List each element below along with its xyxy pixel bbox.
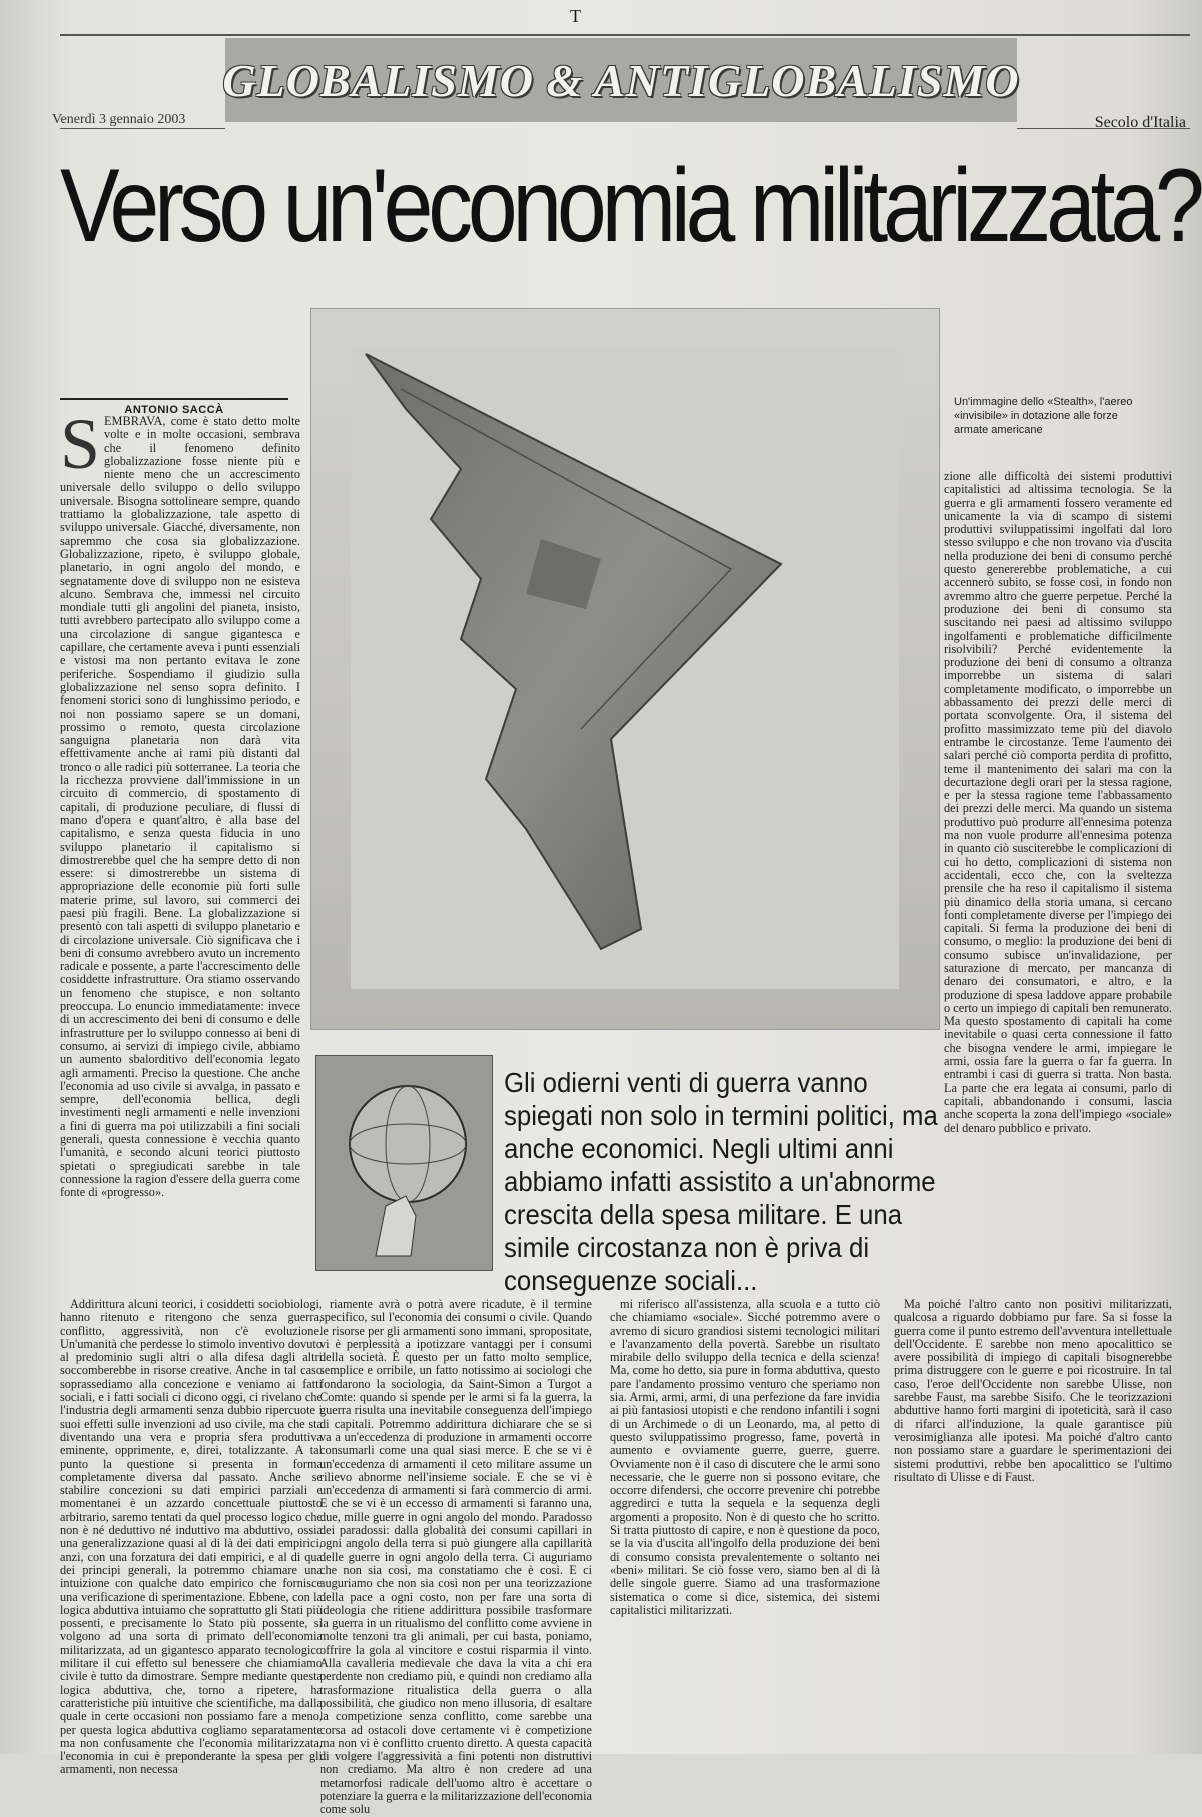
article-column-2 — [944, 470, 1172, 1292]
stealth-bomber-illustration — [311, 309, 939, 1029]
top-rule — [60, 34, 1190, 36]
column-text: mi riferisco all'assistenza, alla scuola e a tutto ciò che chiamiamo «sociale». Sicché potremmo avere o avremo di sicuro grandiosi sistemi tecnologici militari e l'avanzamento della povertà. Sarebbe un risultato mirabile dello sviluppo della tecnica e della scienza! Ma, come ho detto, sia pure in forma abduttiva, questo pare l'andamento prossimo venturo che speriamo non sia. Armi, armi, armi, di una perfezione da fare invidia ai più fantasiosi utopisti e che rendono infantili i sogni di un Archimede o di un Leonardo, ma, al petto di questo sviluppatissimo progresso, fame, povertà in aumento e ovviamente guerre, guerre, guerre. Ovviamente non è il caso di discutere che le armi sono necessarie, che le guerre non si possono evitare, che occorre difendersi, che occorre prevenire chi potrebbe aggredirci e tutta la sequela e la sequenza degli argomenti a proposito. Non è di questo che ho scritto. Si tratta piuttosto di capire, e non è questione da poco, se la via d'uscita all'ingolfo della produzione dei beni di consumo consista prevalentemente o soltanto nei «beni» militari. Se ciò fosse vero, siamo ben al di là delle singole guerre. Siamo ad una trasformazione sistematica o come si dice, sistemica, dei sistemi capitalistici militarizzati. — [610, 1297, 880, 1617]
stealth-bomber-photo — [310, 308, 940, 1030]
article-column-5 — [610, 1298, 880, 1736]
headline: Verso un'economia militarizzata? — [60, 148, 1200, 264]
globe-shape — [350, 1086, 466, 1202]
globe-hand-illustration — [316, 1056, 492, 1270]
pull-quote: Gli odierni venti di guerra vanno spiegati non solo in termini politici, ma anche economici. Negli ultimi anni abbiamo infatti assistito a un'abnorme crescita della spesa militare. E una simile circostanza non è priva di conseguenze sociali... — [504, 1067, 938, 1296]
globe-illustration — [315, 1055, 493, 1271]
article-column-3 — [60, 1297, 322, 1777]
article-column-4 — [320, 1297, 592, 1817]
top-mark: T — [570, 6, 581, 26]
newspaper-name: Secolo d'Italia — [1094, 114, 1186, 131]
column-text: riamente avrà o potrà avere ricadute, è il termine specifico, sul l'economia dei consumi o civile. Quando le risorse per gli armamenti sono immani, spropositate, vi è perplessità a ipotizzare vantaggi per i consumi della società. È questo per un fatto molto semplice, semplice e orribile, un fatto notissimo ai sociologi che fondarono la sociologia, da Saint-Simon a Turgot a Comte: quando si spende per le armi si fa la guerra, la guerra risulta una inevitabile conseguenza dell'impiego di capitali. Potremmo addirittura dichiarare che se si va a un'eccedenza di produzione in armamenti occorre consumarli come una qual siasi merce. E che se vi è un'eccedenza di armamenti il ceto militare assume un rilievo abnorme nell'insieme sociale. E che se vi è un'eccedenza di armamenti si farà commercio di armi. E che se vi è un eccesso di armamenti si faranno una, due, mille guerre in ogni angolo del mondo. Paradosso dei paradossi: dalla globalità dei consumi capillari in ogni angolo della terra si può giungere alla capillarità delle guerre in ogni angolo della terra. Ci auguriamo che non sia così, ma constatiamo che è così. E ci auguriamo che non sia così non per una teorizzazione della pace a ogni costo, non per fare una sorta di ideologia che ritiene addirittura possibile trasformare la guerra in un ritualismo del conflitto come avviene in molte tenzoni tra gli animali, per cui basta, poniamo, offrire la gola al vincitore e costui risparmia il vinto. Alla cavalleria medievale che dava la vita a chi era perdente non crediamo più, e quindi non crediamo alla trasformazione ritualistica della guerra o alla possibilità, che giudico non meno illusoria, di esaltare la competizione senza conflitto, come sarebbe una corsa ad ostacoli dove certamente vi è competizione ma non vi è conflitto cruento diretto. A questa capacità di volgere l'aggressività a fini potenti non distruttivi non crediamo. Ma altro è non credere ad una metamorfosi radicale dell'uomo altro è accettare o potenziare la guerra e la militarizzazione dell'economia come solu — [320, 1297, 592, 1817]
issue-date: Venerdì 3 gennaio 2003 — [52, 112, 186, 127]
section-title: GLOBALISMO & ANTIGLOBALISMO — [222, 54, 1020, 106]
column-text: EMBRAVA, come è stato detto molte volte e in molte occasioni, sembrava che il fenomeno definito globalizzazione fosse niente più e niente meno che un accrescimento universale dello sviluppo o dello sviluppo universale. Bisogna sottolineare sempre, quando trattiamo la globalizzazione, tale aspetto di sviluppo universale. Giacché, diversamente, non sapremmo che cosa sia globalizzazione. Globalizzazione, ripeto, è sviluppo globale, planetario, in ogni angolo del mondo, e segnatamente dove di sviluppo non ne esisteva alcuno. Sembrava che, immessi nel circuito mondiale tutti gli angolini del pianeta, insisto, tutti avrebbero partecipato allo sviluppo come a una circolazione di sangue gigantesca e capillare, che certamente aveva i punti essenziali e vistosi ma non pertanto evitava le zone periferiche. Sospendiamo il giudizio sulla globalizzazione nel senso sopra definito. I fenomeni storici sono di lunghissimo periodo, e noi non possiamo sapere se un domani, prossimo o remoto, questa circolazione sanguigna planetaria non darà vita effettivamente anche ai rami più distanti dal tronco o alle radici più sotterranee. La teoria che la ricchezza provviene dall'immissione in un circuito di commercio, di spostamento di capitali, di produzione peculiare, di flussi di mano d'opera e quant'altro, è alla base del capitalismo, e senza questa fiducia in uno sviluppo planetario il capitalismo si dimostrerebbe quel che ha sempre detto di non essere: si dimostrerebbe un sistema di appropriazione delle economie più forti sulle materie prime, sul lavoro, sui commerci dei paesi più fragili. Bene. La globalizzazione si presentò con tali aspetti di sviluppo planetario e di circolazione universale. Ciò significava che i beni di consumo avrebbero avuto un incremento radicale e possente, a parte l'accrescimento delle cosiddette infrastrutture. Ora stiamo osservando un fenomeno che stupisce, e non soltanto preoccupa. Lo enuncio immediatamente: invece di un accrescimento dei beni di consumo e delle infrastrutture per lo sviluppo connesso ai beni di consumo, ai servizi di impiego civile, abbiamo un aumento sbalorditivo dell'economia legato agli armamenti. Preciso la questione. Che anche l'economia ad uso civile si avvalga, in passato e sempre, dell'economia bellica, degli investimenti negli armamenti e nelle invenzioni a fini di guerra ma poi utilizzabili a fini sociali generali, questa connessione è vecchia quanto l'umanità, e secondo alcuni teorici piuttosto spietati o spregiudicati sarebbe in tale connessione la ragion d'essere della guerra come fonte di «progresso». — [60, 414, 301, 1200]
column-text: Addirittura alcuni teorici, i cosiddetti sociobiologi, hanno ritenuto e ritengono che senza guerra, conflitto, aggressività, non c'è evoluzione. Un'umanità che perdesse lo stimolo inventivo dovuto al predominio sugli altri o alla difesa dagli altri soccomberebbe in risorse creative. Anche in tal caso soprassediamo alla concezione e veniamo ai fatti sociali, e i fatti sociali ci dicono oggi, ci rivelano che l'industria degli armamenti senza dubbio ripercuote i suoi effetti sulle invenzioni ad uso civile, ma che sta diventando una vera e propria sfera produttiva eminente, opprimente, e, direi, totalizzante. A tal punto la questione si presenta in forma completamente diversa dal passato. Anche se stabilire concezioni su dati empirici parziali e momentanei è un azzardo concettuale piuttosto arbitrario, saremo tentati da quel processo logico che non è né deduttivo né induttivo ma abduttivo, ossia una generalizzazione quasi al di là dei dati empirici, anzi, con una forzatura dei dati empirici, e al di qua dei principi generali, la potremmo chiamare una intuizione con qualche dato empirico che fornisce una verificazione di sperimentazione. Ebbene, con la logica abduttiva intuiamo che soprattutto gli Stati più possenti, e precisamente lo Stato più possente, si volgono ad una sorta di primato dell'economia militarizzata, ad un gigantesco apparato tecnologico militare il cui effetto sul benessere che chiamiamo civile è tutto da dimostrare. Sempre mediante questa logica abduttiva, che, torno a ripetere, ha caratteristiche più intuitive che scientifiche, ma dalla quale in certe occasioni non possiamo fare a meno, per questa logica abduttiva cogliamo separatamente ma non confusamente che l'economia militarizzata, l'economia in cui è preponderante la spesa per gli armamenti, non necessa — [60, 1297, 322, 1777]
column-text: Ma poiché l'altro canto non positivi militarizzati, qualcosa a riguardo dobbiamo pur fare. Sa si fosse la guerra come il punto estremo dell'avventura intellettuale dell'Occidente. E sarebbe non meno apocalittico se avere possibilità di impiego di capitali bisognerebbe prima distruggere con le guerre e poi ricostruire. In tal caso, l'eroe dell'Occidente non sarebbe Ulisse, non sarebbe Faust, ma sarebbe Sisifo. Che le teorizzazioni abduttive hanno forti margini di ipoteticità, sarà il caso di rifarci all'induzione, la quale garantisce più verosimiglianza alle ipotesi. Ma poiché d'altro canto non possiamo stare a guardare le sperimentazioni dei sistemi produttivi, rebbe ben apocalittico se l'ultimo risultato di Ulisse e di Faust. — [894, 1297, 1172, 1484]
header-rule-left — [60, 128, 225, 129]
drop-cap: S — [60, 404, 101, 484]
article-column-6 — [894, 1298, 1172, 1736]
byline: ANTONIO SACCÀ — [60, 398, 288, 416]
column-text: zione alle difficoltà dei sistemi produttivi capitalistici ad altissima tecnologia. Se la guerra e gli armamenti fossero veramente ed unicamente la via di scampo di sistemi produttivi sviluppatissimi ingolfati dal loro stesso sviluppo e che non trovano via d'uscita nella produzione dei beni di consumo perché questo genererebbe problematiche, a cui accennerò subito, se fosse così, in fondo non avremmo altro che guerre perpetue. Perché la produzione dei beni di consumo sta suscitando nei paesi ad altissimo sviluppo ingolfamenti e problematiche difficilmente risolvibili? Perché evidentemente la produzione dei beni di consumo a oltranza imporrebbe un sistema di salari completamente modificato, o imporrebbe un abbassamento dei prezzi delle merci di portata sconvolgente. Ora, il sistema del profitto massimizzato teme più del diavolo entrambe le circostanze. Teme l'aumento dei salari perché ciò comporta perdita di profitto, teme il mantenimento dei salari ma con la decurtazione degli orari per la stessa ragione, e per la stessa ragione teme l'abbassamento dei prezzi delle merci. Ma quando un sistema produttivo può produrre all'ennesima potenza ma non vuole produrre all'ennesima potenza in quanto ciò susciterebbe le complicazioni di cui ho detto, complicazioni di sistema non accidentali, ecco che, con la sveltezza prensile che ha reso il capitalismo il sistema più dinamico della storia umana, si cercano fonti completamente diverse per l'impiego dei capitali. Si ferma la produzione dei beni di consumo, o meglio: la produzione dei beni di consumo subisce un'invalidazione, per saturazione di mercato, per mancanza di denaro dei consumatori, e altro, e la produzione di spesa laddove appare probabile o certo un impiego di capitali ben remunerato. Ma questo spostamento di capitali ha come inevitabile o quasi certa connessione il fatto che bisogna vendere le armi, impiegare le armi, ossia fare la guerra o far fa guerra. In entrambi i casi di guerra si tratta. Non basta. La parte che era legata ai consumi, parlo di capitali, abbandonando i consumi, lascia anche scoperta la zona dell'impiego «sociale» del denaro pubblico e privato. — [944, 469, 1172, 1135]
photo-caption: Un'immagine dello «Stealth», l'aereo «invisibile» in dotazione alle forze armate americane — [954, 396, 1133, 436]
section-header — [222, 38, 1020, 122]
